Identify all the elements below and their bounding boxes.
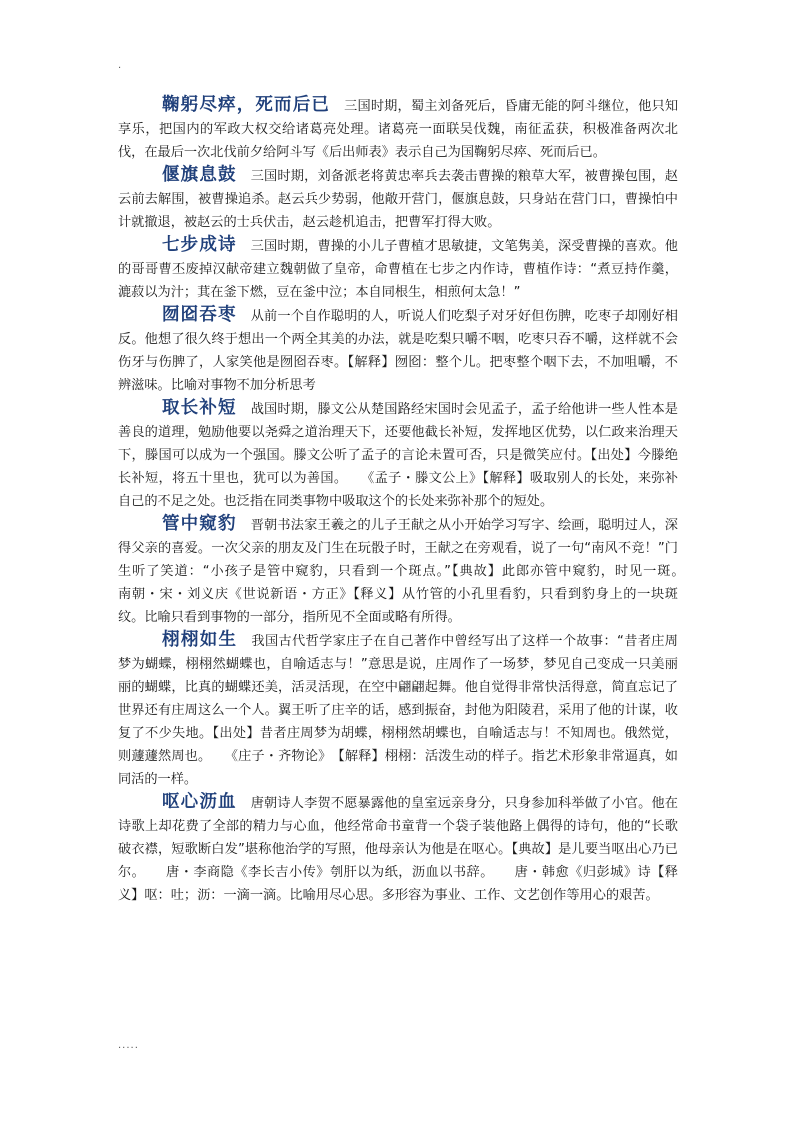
idiom-entry [118, 164, 678, 234]
idiom-story: 三国时期，蜀主刘备死后，昏庸无能的阿斗继位，他只知享乐，把国内的军政大权交给诸葛亮处理。诸葛亮一面联吴伐魏，南征孟获，积极准备两次北伐，在最后一次北伐前夕给阿斗写《后出师表》表示自己为国鞠躬尽瘁、死而后已。 [118, 99, 679, 160]
idiom-title: 偃旗息鼓 [162, 165, 237, 185]
idiom-story: 三国时期，刘备派老将黄忠率兵去袭击曹操的粮草大军，被曹操包围，赵云前去解围，被曹操追杀。赵云兵少势弱，他敞开营门，偃旗息鼓，只身站在营门口，曹操怕中计就撤退，被赵云的士兵伏击，赵云趁机追击，把曹军打得大败。 [118, 169, 678, 230]
idiom-story: 从前一个自作聪明的人，听说人们吃梨子对牙好但伤脾，吃枣子却刚好相反。他想了很久终于想出一个两全其美的办法，就是吃梨只嚼不咽，吃枣只吞不嚼，这样就不会伤牙与伤脾了，人家笑他是囫囵吞枣。【解释】囫囵：整个儿。把枣整个咽下去，不加咀嚼，不辨滋味。比喻对事物不加分析思考 [118, 309, 678, 393]
idiom-story: 晋朝书法家王羲之的儿子王献之从小开始学习写字、绘画，聪明过人，深得父亲的喜爱。一次父亲的朋友及门生在玩骰子时，王献之在旁观看，说了一句“南风不竞！”门生听了笑道：“小孩子是管中窥豹，只看到一个斑点。”【典故】此郎亦管中窥豹，时见一斑。 南朝・宋・刘义庆《世说新语・方正》【释义】从竹管的小孔里看豹，只看到豹身上的一块斑纹。比喻只看到事物的一部分，指所见不全面或略有所得。 [118, 518, 705, 625]
idiom-entry [118, 791, 678, 907]
idiom-title: 呕心沥血 [162, 792, 237, 812]
idiom-title: 七步成诗 [162, 235, 237, 255]
idiom-title: 管中窥豹 [162, 514, 237, 534]
idiom-title: 取长补短 [162, 398, 237, 418]
document-body [118, 94, 705, 907]
page-bottom-mark: ..... [118, 1040, 139, 1051]
page-top-mark: . [118, 60, 122, 71]
idiom-entry [118, 513, 705, 629]
idiom-story: 我国古代哲学家庄子在自己著作中曾经写出了这样一个故事：“昔者庄周梦为蝴蝶，栩栩然蝴蝶也，自喻适志与！”意思是说，庄周作了一场梦，梦见自己变成一只美丽丽的蝴蝶，比真的蝴蝶还美，活灵活现，在空中翩翩起舞。他自觉得非常快活得意，简直忘记了世界还有庄周这么一个人。翼王听了庄辛的话，感到振奋，封他为阳陵君，采用了他的计谋，收复了不少失地。【出处】昔者庄周梦为胡蝶，栩栩然胡蝶也，自喻适志与！不知周也。俄然觉，则蘧蘧然周也。 《庄子・齐物论》 【解释】栩栩：活泼生动的样子。指艺术形象非常逼真，如同活的一样。 [118, 634, 678, 787]
idiom-entry [118, 629, 678, 791]
idiom-entry [118, 397, 678, 513]
idiom-story: 三国时期，曹操的小儿子曹植才思敏捷，文笔隽美，深受曹操的喜欢。他的哥哥曹丕废掉汉献帝建立魏朝做了皇帝，命曹植在七步之内作诗，曹植作诗：“煮豆持作羹，漉菽以为汁；萁在釜下燃，豆在釜中泣；本自同根生，相煎何太急！” [118, 239, 678, 300]
idiom-story: 战国时期，滕文公从楚国路经宋国时会见孟子，孟子给他讲一些人性本是善良的道理，勉励他要以尧舜之道治理天下，还要他截长补短，发挥地区优势，以仁政来治理天下，滕国可以成为一个强国。滕文公听了孟子的言论未置可否，只是微笑应付。【出处】今滕绝长补短，将五十里也，犹可以为善国。 《孟子・滕文公上》【解释】吸取别人的长处，来弥补自己的不足之处。也泛指在同类事物中吸取这个的长处来弥补那个的短处。 [118, 402, 678, 509]
idiom-title: 鞠躬尽瘁，死而后已 [162, 95, 331, 115]
idiom-title: 栩栩如生 [162, 630, 238, 650]
idiom-entry [118, 304, 678, 397]
idiom-entry [118, 94, 678, 164]
idiom-entry [118, 234, 678, 304]
idiom-story: 唐朝诗人李贺不愿暴露他的皇室远亲身分，只身参加科举做了小官。他在诗歌上却花费了全部的精力与心血，他经常命书童背一个袋子装他路上偶得的诗句，他的“长歌破衣襟，短歌断白发”堪称他治学的写照，他母亲认为他是在呕心。【典故】是儿要当呕出心乃已尔。 唐・李商隐《李长吉小传》刳肝以为纸，沥血以书辞。 唐・韩愈《归彭城》诗【释义】呕：吐；沥：一滴一滴。比喻用尽心思。多形容为事业、工作、文艺创作等用心的艰苦。 [118, 796, 678, 903]
idiom-title: 囫囵吞枣 [162, 305, 237, 325]
